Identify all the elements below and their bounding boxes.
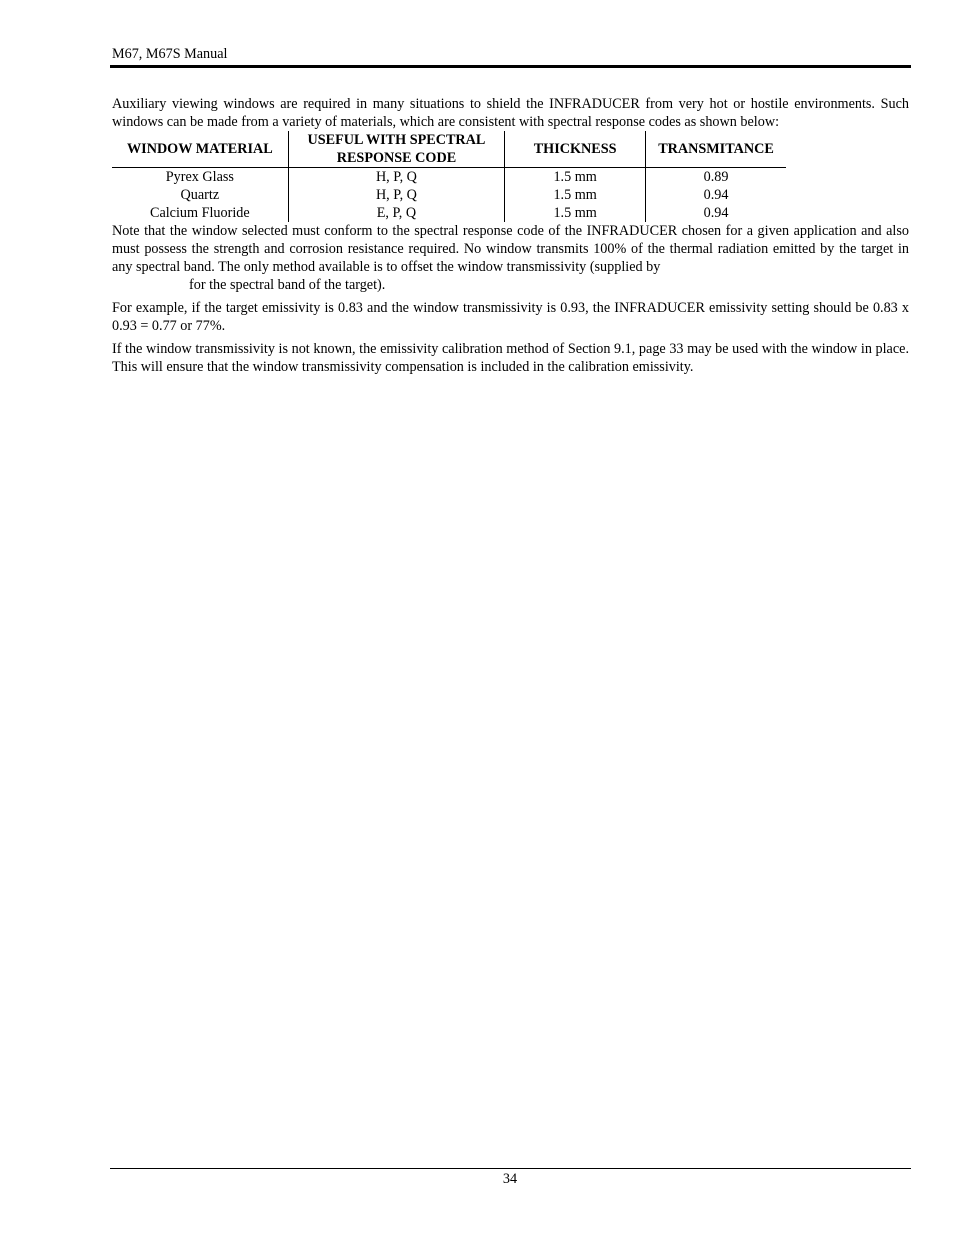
example-paragraph: For example, if the target emissivity is 0.83 and the window transmissivity is 0.93, the INFRADUCER emissivity setting should be 0.83 x 0.93 = 0.77 or 77%. [112, 300, 909, 334]
table-header-row [112, 131, 786, 168]
page-content [112, 95, 909, 376]
header-spectral-response-code [288, 131, 505, 168]
intro-paragraph: Auxiliary viewing windows are required in many situations to shield the INFRADUCER from very hot or hostile environments. Such windows can be made from a variety of materials, which are consistent with spectral response codes as shown below: [112, 96, 909, 130]
footer-divider [110, 1168, 911, 1169]
header-code-line2: RESPONSE CODE [336, 150, 457, 166]
cell-thickness: 1.5 mm [505, 204, 646, 222]
table-row [112, 204, 786, 222]
note-last-line: for the spectral band of the target). [189, 277, 386, 293]
header-divider [110, 65, 911, 68]
cell-material: Calcium Fluoride [149, 205, 250, 221]
page-number: 34 [502, 1171, 518, 1187]
manual-title: M67, M67S Manual [112, 46, 228, 62]
note-paragraph [112, 222, 909, 294]
cell-transmitance: 0.94 [646, 204, 786, 222]
window-material-table [112, 131, 786, 222]
cell-transmitance: 0.89 [646, 168, 786, 187]
header-code-line1: USEFUL WITH SPECTRAL [307, 132, 486, 148]
header-thickness: THICKNESS [505, 131, 646, 168]
cell-material: Quartz [180, 187, 220, 203]
cell-transmitance: 0.94 [646, 186, 786, 204]
note-text: Note that the window selected must conform to the spectral response code of the INFRADUCER chosen for a given application and also must possess the strength and corrosion resistance required. No window transmits 100% of the thermal radiation emitted by the target in any spectral band. The only method available is to offset the window transmissivity (supplied by [112, 223, 909, 275]
table-row [112, 186, 786, 204]
cell-thickness: 1.5 mm [505, 168, 646, 187]
header-window-material: WINDOW MATERIAL [112, 131, 288, 168]
cell-code: H, P, Q [288, 186, 505, 204]
header-transmitance: TRANSMITANCE [646, 131, 786, 168]
cell-code: E, P, Q [288, 204, 505, 222]
cell-material: Pyrex Glass [165, 169, 234, 185]
calibration-paragraph: If the window transmissivity is not known, the emissivity calibration method of Section 9.1, page 33 may be used with the window in place. This will ensure that the window transmissivity compensation is included in the calibration emissivity. [112, 341, 909, 375]
cell-thickness: 1.5 mm [505, 186, 646, 204]
table-row [112, 168, 786, 187]
cell-code: H, P, Q [288, 168, 505, 187]
